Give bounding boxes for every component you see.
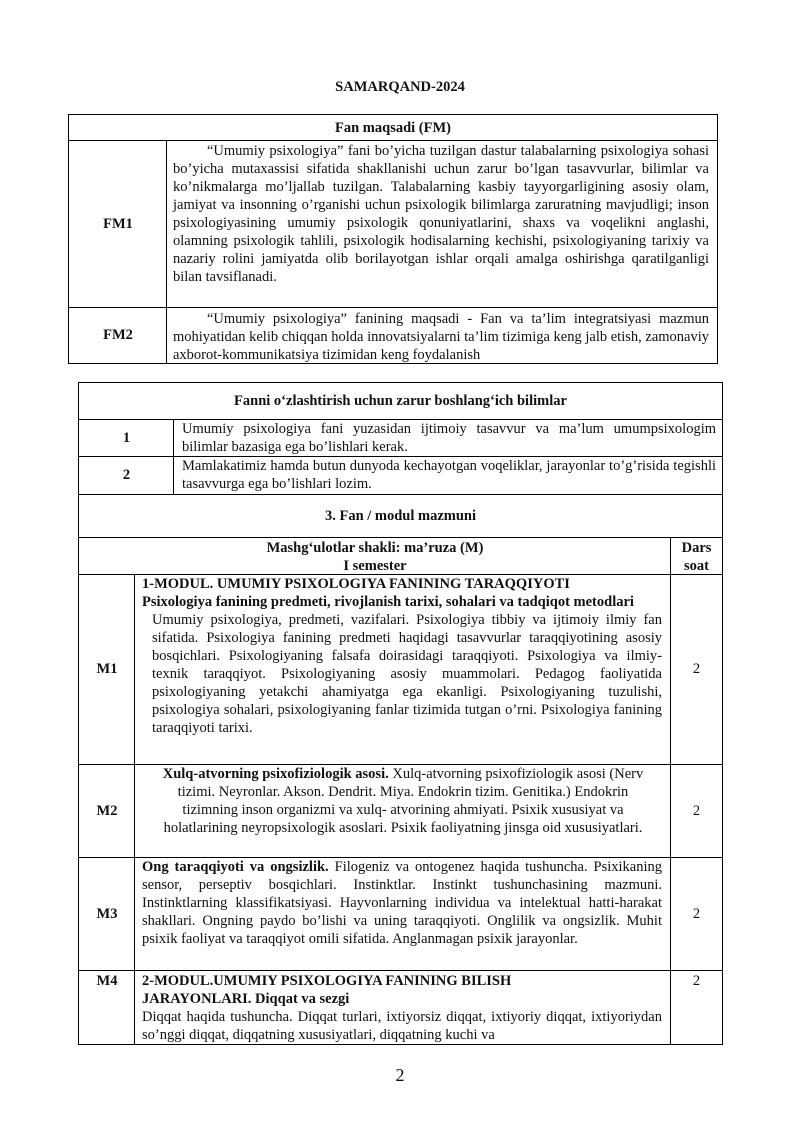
row-m1-content <box>134 574 671 765</box>
content-table-title: 3. Fan / modul mazmuni <box>78 494 723 538</box>
row-m2-content <box>134 764 671 858</box>
fm1-text: “Umumiy psixologiya” fani bo’yicha tuzilgan dastur talabalarning psixologiya sohasi bo’yicha mutaxassisi sifatida shakllanishi uchun zarur bo’lgan tasavvurlar, bilimlar va ko’nikmalarga mo’ljallab tuzilgan. Talabalarning kasbiy tayyorgarligining asosiy olam, jamiyat va insonning o’rganishi uchun psixologik bilimlarga zaruratning mavjudligi; inson psixologiyasining umumiy psixologik qonuniyatlarini, shaxs va voqelikni anglashi, olamning psixologik tahlili, psixologik hodisalarning kechishi, psixologiyaning tarixiy va nazariy rolini jamiyatda olib borilayotgan ishlar orqali amalga oshirishga qaratilganligi bilan tavsiflanadi. <box>173 143 709 285</box>
row-m3-hours: 2 <box>670 857 723 971</box>
semester-label: I semester <box>343 558 407 574</box>
row-m4-topic-title: JARAYONLARI. Diqqat va sezgi <box>142 991 350 1007</box>
prereq-row-1-cell <box>173 419 723 457</box>
prereq-row-1-num: 1 <box>78 419 174 457</box>
prereq-table-title: Fanni o‘zlashtirish uchun zarur boshlang‘ich bilimlar <box>78 382 723 420</box>
page-number: 2 <box>395 1065 405 1085</box>
hours-label-line1: Dars <box>681 540 712 556</box>
prereq-row-2-num: 2 <box>78 456 174 495</box>
fm2-cell <box>166 307 718 364</box>
city-year-heading: SAMARQAND-2024 <box>335 79 465 95</box>
fm2-code: FM2 <box>68 307 167 364</box>
row-m4-hours: 2 <box>670 970 723 1045</box>
prereq-row-2-text: Mamlakatimiz hamda butun dunyoda kechayotgan voqeliklar, jarayonlar to’g’risida tegishli tasavvurga ega bo’lishlari lozim. <box>182 458 716 492</box>
row-m2-topic-title: Xulq-atvorning psixofiziologik asosi. <box>162 766 389 782</box>
row-m4-code: M4 <box>78 970 135 1045</box>
row-m3-content <box>134 857 671 971</box>
row-m2-body: Xulq-atvorning psixofiziologik asosi (Nerv tizimi. Neyronlar. Akson. Dendrit. Miya. Endokrin tizim. Genitika.) Endokrin tizimning inson organizmi va xulq- atvorining ahmiyati. Psixik xususiyat va holatlarining neyropsixologik asoslari. Psixik faoliyatning jinsga oid xususiyatlari. <box>163 766 644 836</box>
fm-table-title: Fan maqsadi (FM) <box>68 114 718 141</box>
row-m1-module-title: 1-MODUL. UMUMIY PSIXOLOGIYA FANINING TARAQQIYOTI <box>142 576 570 592</box>
content-table-header <box>78 537 671 575</box>
hours-header <box>670 537 723 575</box>
row-m1-code: M1 <box>78 574 135 765</box>
row-m4-module-title: 2-MODUL.UMUMIY PSIXOLOGIYA FANINING BILISH <box>142 973 512 989</box>
row-m1-body: Umumiy psixologiya, predmeti, vazifalari. Psixologiya tibbiy va ijtimoiy ilmiy fan sifatida. Psixologiya fanining predmeti haqidagi tasavvurlar taraqqiyotining asosiy bosqichlari. Psixologiyaning falsafa doirasidagi taraqqiyoti. Psixologiya va ilmiy-texnik taraqqiyot. Psixologiyaning asosiy muammolari. Pedagog faoliyatida psixologiyaning yetakchi ahamiyatga ega ekanligi. Psixologiyaning tuzulishi, psixologiya sohalari, psixologiyaning fanlar tizimida tutgan o’rni. Psixologiya fanining taraqqiyoti tarixi. <box>152 612 662 736</box>
row-m3-topic-title: Ong taraqqiyoti va ongsizlik. <box>142 859 329 875</box>
row-m2-hours: 2 <box>670 764 723 858</box>
row-m2-code: M2 <box>78 764 135 858</box>
row-m1-hours: 2 <box>670 574 723 765</box>
row-m1-topic-title: Psixologiya fanining predmeti, rivojlanish tarixi, sohalari va tadqiqot metodlari <box>142 594 634 610</box>
prereq-row-1-text: Umumiy psixologiya fani yuzasidan ijtimoiy tasavvur va ma’lum umumpsixologim bilimlar bazasiga ega bo’lishlari kerak. <box>182 421 716 455</box>
fm1-code: FM1 <box>68 140 167 308</box>
row-m3-body: Filogeniz va ontogenez haqida tushuncha. Psixikaning sensor, perseptiv bosqichlari. Instinktlar. Instinkt tushunchasining mazmuni. Instinktlarning klassifikatsiyasi. Hayvonlarning individua va intelektual hatti-harakat shakllari. Ongning paydo bo’lishi va uning taraqqiyoti. Onglilik va ongsizlik. Muhit psixik faoliyat va taraqqiyot omili sifatida. Anglanmagan psixik jarayonlar. <box>142 859 663 947</box>
row-m4-content <box>134 970 671 1045</box>
prereq-row-2-cell <box>173 456 723 495</box>
lesson-form-label: Mashg‘ulotlar shakli: ma’ruza (M) <box>266 540 484 556</box>
row-m3-code: M3 <box>78 857 135 971</box>
fm1-cell <box>166 140 718 308</box>
hours-label-line2: soat <box>684 558 709 574</box>
row-m4-body: Diqqat haqida tushuncha. Diqqat turlari, ixtiyorsiz diqqat, ixtiyoriy diqqat, ixtiyoriydan so’nggi diqqat, diqqatning xususiyatlari, diqqatning kuchi va <box>142 1009 662 1043</box>
fm2-text: “Umumiy psixologiya” fanining maqsadi - Fan va ta’lim integratsiyasi mazmun mohiyatidan kelib chiqqan holda innovatsiyalarni ta’lim tizimiga keng jalb etish, zamonaviy axborot-kommunikatsiya tizimidan keng foydalanish <box>173 311 709 363</box>
